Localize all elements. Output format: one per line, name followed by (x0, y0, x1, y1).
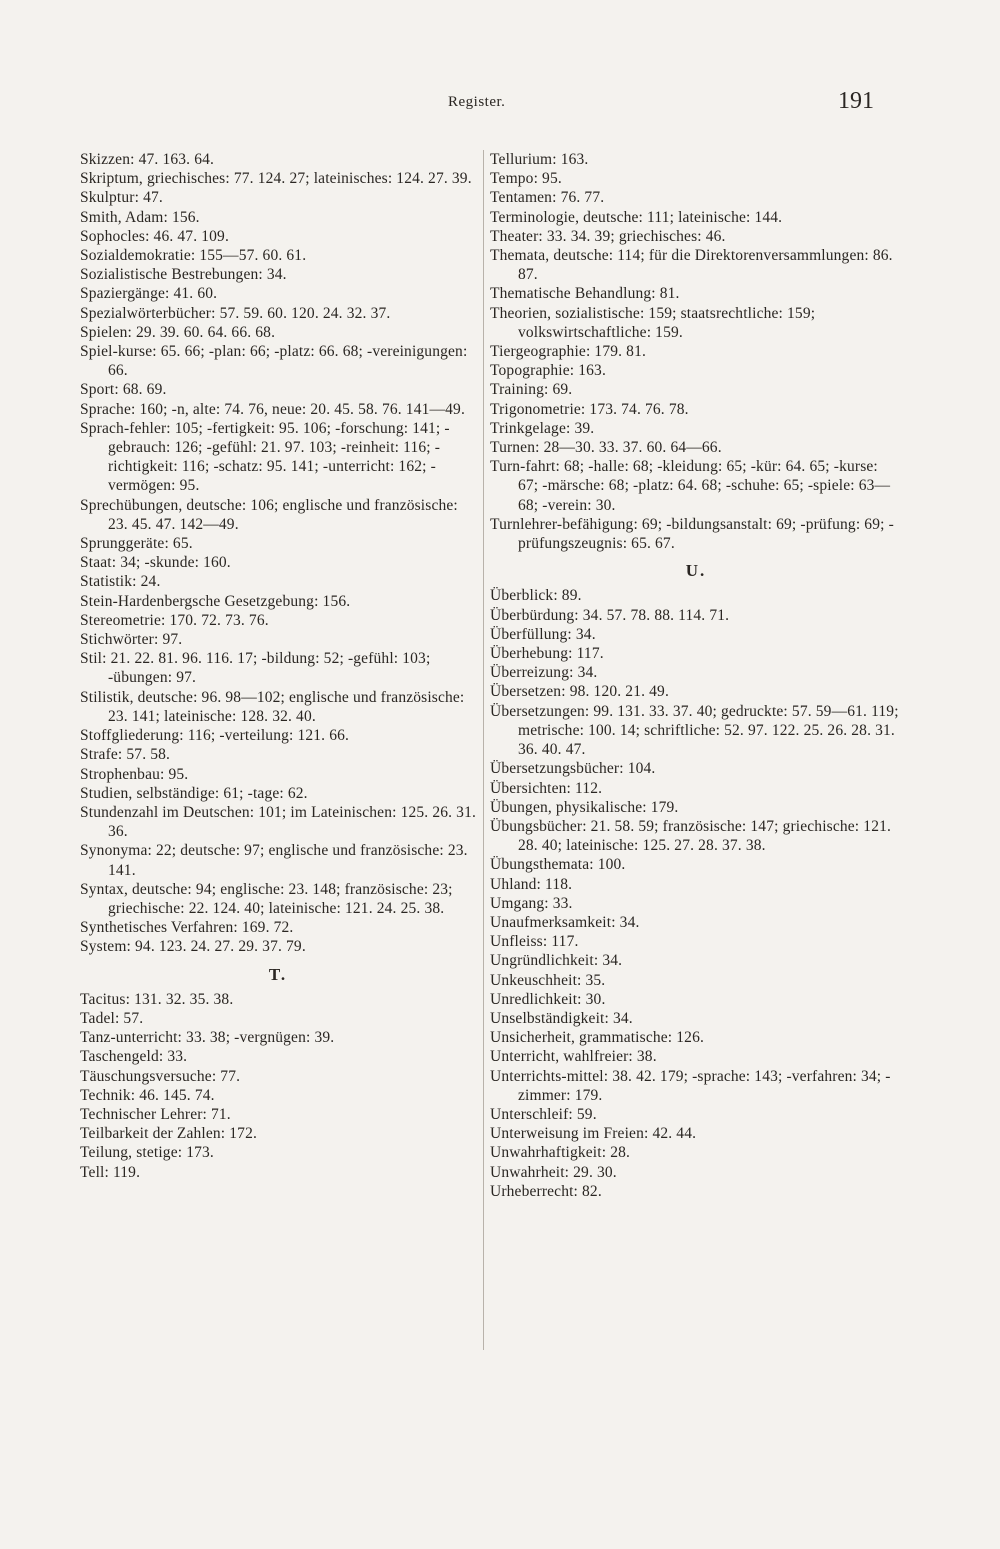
index-entry: Übungen, physikalische: 179. (490, 798, 679, 816)
index-entry: Täuschungsversuche: 77. (80, 1067, 241, 1085)
index-entry: System: 94. 123. 24. 27. 29. 37. 79. (80, 938, 306, 956)
index-entry: Tanz-unterricht: 33. 38; -vergnügen: 39. (80, 1029, 335, 1047)
index-entry: Unredlichkeit: 30. (490, 990, 606, 1008)
index-entry: Übersetzungen: 99. 131. 33. 37. 40; gedruckte: 57. 59—61. 119; metrische: 100. 14; schriftliche: 52. 97. 122. 25. 26. 28. 31. 36. 40. 47. (490, 702, 899, 759)
index-entry: Stichwörter: 97. (80, 631, 183, 649)
index-entry: Theater: 33. 34. 39; griechisches: 46. (490, 227, 726, 245)
index-group-t-right (490, 150, 902, 553)
index-entry: Trigonometrie: 173. 74. 76. 78. (490, 400, 689, 418)
index-entry: Trinkgelage: 39. (490, 419, 595, 437)
index-entry: Turnen: 28—30. 33. 37. 60. 64—66. (490, 439, 722, 457)
index-entry: Technik: 46. 145. 74. (80, 1086, 215, 1104)
index-entry: Stereometrie: 170. 72. 73. 76. (80, 611, 269, 629)
index-entry: Übersetzen: 98. 120. 21. 49. (490, 683, 669, 701)
index-entry: Spiel-kurse: 65. 66; -plan: 66; -platz: 66. 68; -vereinigungen: 66. (80, 343, 468, 380)
index-entry: Stundenzahl im Deutschen: 101; im Lateinischen: 125. 26. 31. 36. (80, 803, 477, 841)
index-entry: Unwahrheit: 29. 30. (490, 1163, 617, 1181)
index-entry: Umgang: 33. (490, 894, 573, 912)
index-entry: Tell: 119. (80, 1163, 141, 1181)
index-entry: Unterschleif: 59. (490, 1105, 597, 1123)
index-entry: Stein-Hardenbergsche Gesetzgebung: 156. (80, 592, 351, 610)
index-entry: Skulptur: 47. (80, 189, 163, 207)
index-group-s (80, 150, 476, 957)
index-entry: Theorien, sozialistische: 159; staatsrechtliche: 159; volkswirtschaftliche: 159. (490, 304, 816, 341)
index-entry: Turnlehrer-befähigung: 69; -bildungsanstalt: 69; -prüfung: 69; -prüfungszeugnis: 65. 67. (490, 515, 894, 553)
index-entry: Sprechübungen, deutsche: 106; englische und französische: 23. 45. 47. 142—49. (80, 496, 458, 533)
index-entry: Tentamen: 76. 77. (490, 189, 605, 207)
index-entry: Übungsthemata: 100. (490, 856, 626, 874)
index-entry: Tiergeographie: 179. 81. (490, 343, 647, 361)
index-entry: Übersichten: 112. (490, 779, 603, 797)
index-group-u (490, 586, 902, 1201)
index-entry: Tempo: 95. (490, 170, 562, 188)
index-entry: Tacitus: 131. 32. 35. 38. (80, 990, 234, 1008)
index-entry: Taschengeld: 33. (80, 1048, 188, 1066)
index-entry: Überreizung: 34. (490, 664, 598, 682)
index-entry: Unsicherheit, grammatische: 126. (490, 1029, 704, 1047)
index-entry: Staat: 34; -skunde: 160. (80, 554, 231, 572)
index-entry: Smith, Adam: 156. (80, 208, 200, 226)
index-group-t-left (80, 990, 476, 1182)
index-entry: Training: 69. (490, 381, 573, 399)
index-entry: Sophocles: 46. 47. 109. (80, 227, 229, 245)
index-entry: Unterweisung im Freien: 42. 44. (490, 1125, 697, 1143)
index-entry: Teilung, stetige: 173. (80, 1144, 214, 1162)
index-column-right (490, 150, 902, 1201)
index-entry: Sozialistische Bestrebungen: 34. (80, 266, 287, 284)
index-entry: Skizzen: 47. 163. 64. (80, 151, 215, 168)
index-entry: Überblick: 89. (490, 587, 582, 605)
index-entry: Teilbarkeit der Zahlen: 172. (80, 1125, 257, 1143)
index-entry: Übungsbücher: 21. 58. 59; französische: 147; griechische: 121. 28. 40; lateinische: 125. 27. 28. 37. 38. (490, 817, 892, 855)
index-entry: Überhebung: 117. (490, 645, 604, 663)
index-entry: Terminologie, deutsche: 111; lateinische: 144. (490, 208, 783, 226)
index-entry: Technischer Lehrer: 71. (80, 1105, 231, 1123)
index-entry: Sport: 68. 69. (80, 381, 167, 399)
index-entry: Unselbständigkeit: 34. (490, 1009, 633, 1027)
index-entry: Spezialwörterbücher: 57. 59. 60. 120. 24. 32. 37. (80, 304, 391, 322)
section-letter-u: U. (685, 561, 707, 581)
index-entry: Überfüllung: 34. (490, 625, 596, 643)
index-entry: Stilistik, deutsche: 96. 98—102; englische und französische: 23. 141; lateinische: 128. 32. 40. (80, 688, 465, 725)
index-column-left (80, 150, 476, 1182)
index-entry: Unwahrhaftigkeit: 28. (490, 1144, 631, 1162)
index-entry: Statistik: 24. (80, 573, 161, 591)
index-entry: Topographie: 163. (490, 362, 606, 380)
index-entry: Tellurium: 163. (490, 151, 589, 168)
index-entry: Urheberrecht: 82. (490, 1182, 602, 1200)
index-entry: Unterrichts-mittel: 38. 42. 179; -sprache: 143; -verfahren: 34; -zimmer: 179. (490, 1067, 891, 1104)
index-entry: Tadel: 57. (80, 1009, 144, 1027)
index-entry: Studien, selbständige: 61; -tage: 62. (80, 784, 308, 802)
index-entry: Strophenbau: 95. (80, 765, 189, 783)
column-divider (483, 150, 484, 1350)
index-entry: Stil: 21. 22. 81. 96. 116. 17; -bildung: 52; -gefühl: 103; -übungen: 97. (80, 650, 431, 687)
index-entry: Turn-fahrt: 68; -halle: 68; -kleidung: 65; -kür: 64. 65; -kurse: 67; -märsche: 68; -platz: 64. 68; -schuhe: 65; -spiele: 63—68; -verein: 30. (490, 458, 891, 514)
index-entry: Spaziergänge: 41. 60. (80, 285, 218, 303)
index-entry: Synthetisches Verfahren: 169. 72. (80, 919, 294, 937)
index-entry: Überbürdung: 34. 57. 78. 88. 114. 71. (490, 606, 730, 624)
index-entry: Unterricht, wahlfreier: 38. (490, 1048, 657, 1066)
index-entry: Synonyma: 22; deutsche: 97; englische und französische: 23. 141. (80, 842, 468, 879)
index-entry: Unkeuschheit: 35. (490, 971, 606, 989)
index-entry: Stoffgliederung: 116; -verteilung: 121. 66. (80, 727, 350, 745)
section-letter-t: T. (268, 964, 288, 984)
index-entry: Übersetzungsbücher: 104. (490, 760, 656, 778)
index-entry: Syntax, deutsche: 94; englische: 23. 148; französische: 23; griechische: 22. 124. 40; lateinische: 121. 24. 25. 38. (80, 880, 453, 917)
index-entry: Sozialdemokratie: 155—57. 60. 61. (80, 247, 307, 265)
index-entry: Ungründlichkeit: 34. (490, 952, 623, 970)
index-entry: Thematische Behandlung: 81. (490, 285, 680, 303)
index-entry: Sprache: 160; -n, alte: 74. 76, neue: 20. 45. 58. 76. 141—49. (80, 400, 465, 418)
index-entry: Skriptum, griechisches: 77. 124. 27; lateinisches: 124. 27. 39. (80, 170, 472, 188)
index-entry: Sprach-fehler: 105; -fertigkeit: 95. 106; -forschung: 141; -gebrauch: 126; -gefühl: 21. 97. 103; -reinheit: 116; -richtigkeit: 116; -schatz: 95. 141; -unterricht: 162; -vermögen: 95. (80, 419, 450, 495)
index-entry: Strafe: 57. 58. (80, 746, 171, 764)
index-entry: Themata, deutsche: 114; für die Direktorenversammlungen: 86. 87. (490, 247, 893, 284)
index-entry: Unaufmerksamkeit: 34. (490, 913, 640, 931)
index-entry: Unfleiss: 117. (490, 933, 579, 951)
index-entry: Sprunggeräte: 65. (80, 535, 193, 553)
page-number: 191 (838, 88, 874, 114)
index-entry: Spielen: 29. 39. 60. 64. 66. 68. (80, 323, 276, 341)
running-head: Register. (448, 94, 506, 110)
index-entry: Uhland: 118. (490, 875, 573, 893)
page-header (0, 88, 1000, 124)
